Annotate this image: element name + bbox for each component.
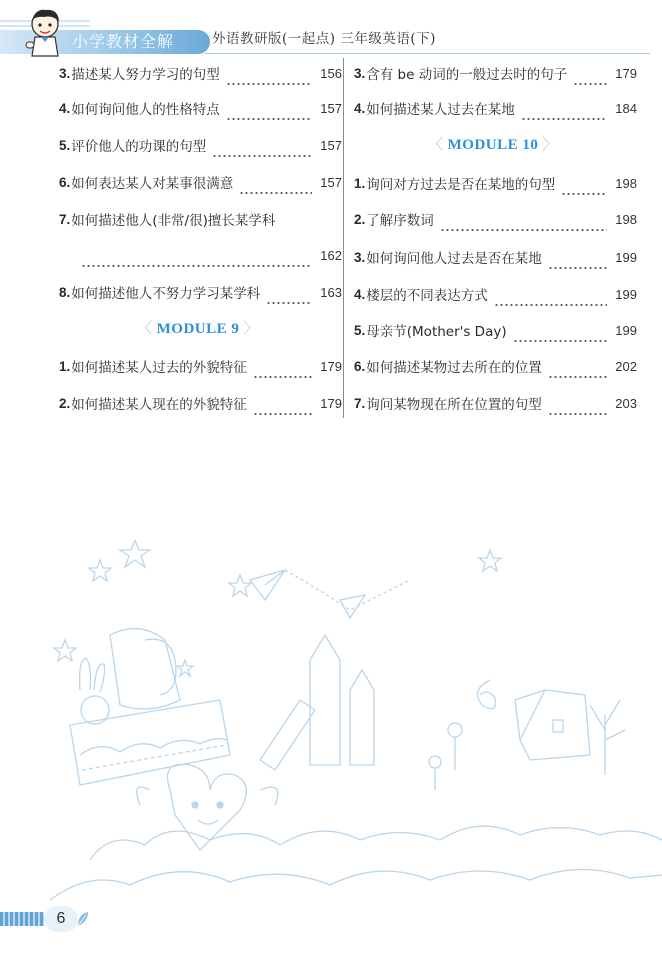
entry-page: 198 <box>615 211 637 227</box>
entry-page: 163 <box>320 284 342 300</box>
boy-mascot-icon <box>22 6 68 58</box>
entry-number: 3. <box>59 65 71 81</box>
star-icon <box>229 575 251 596</box>
entry-number: 6. <box>354 358 366 374</box>
cloud-ground <box>90 826 662 860</box>
module-heading <box>53 317 343 341</box>
entry-number: 4. <box>354 286 366 302</box>
flower-icon <box>429 756 441 768</box>
entry-title: 询问对方过去是否在某地的句型 <box>366 177 556 193</box>
paper-plane-icon <box>340 595 365 618</box>
footer-bar <box>0 912 44 926</box>
module-heading <box>348 133 638 157</box>
dot-leader <box>266 280 312 304</box>
entry-number: 2. <box>59 395 71 411</box>
module-title: MODULE 9 <box>156 321 240 337</box>
entry-page: 157 <box>320 174 342 190</box>
letter-blocks <box>110 629 180 709</box>
house-icon <box>520 690 590 760</box>
entry-page: 198 <box>615 175 637 191</box>
page-header <box>0 0 662 60</box>
header-rule <box>205 53 650 54</box>
dot-leader <box>548 245 607 269</box>
dot-leader <box>253 391 312 415</box>
entry-title: 如何描述某人过去的外貌特征 <box>71 360 247 376</box>
entry-number: 3. <box>354 249 366 265</box>
entry-title: 询问某物现在所在位置的句型 <box>366 397 542 413</box>
entry-title: 如何表达某人对某事很满意 <box>71 176 234 192</box>
module-close-mark: 〉 <box>542 137 558 153</box>
dot-leader <box>548 354 607 378</box>
dot-leader <box>513 318 607 342</box>
entry-title: 如何询问他人过去是否在某地 <box>366 251 542 267</box>
dot-leader <box>440 207 607 231</box>
dot-leader <box>226 61 312 85</box>
dot-leader <box>548 391 607 415</box>
entry-title: 评价他人的功课的句型 <box>71 139 207 155</box>
star-icon <box>89 560 111 581</box>
entry-title: 如何描述某人过去在某地 <box>366 102 515 118</box>
dot-leader <box>253 354 312 378</box>
entry-number: 5. <box>59 137 71 153</box>
entry-page: 203 <box>615 395 637 411</box>
flower-icon <box>448 723 462 737</box>
entry-page: 179 <box>320 358 342 374</box>
module-title: MODULE 10 <box>447 137 539 153</box>
star-icon <box>54 640 76 661</box>
entry-number: 5. <box>354 322 366 338</box>
brand-title: 小学教材全解 <box>72 32 175 51</box>
decorative-illustration <box>50 540 662 920</box>
entry-page: 199 <box>615 322 637 338</box>
column-divider <box>343 58 344 418</box>
pencil-icon <box>350 670 374 765</box>
entry-page: 156 <box>320 65 342 81</box>
dot-leader <box>239 170 312 194</box>
dot-leader <box>573 61 607 85</box>
dot-leader <box>494 282 607 306</box>
module-open-mark: 〈 <box>428 137 444 153</box>
pencil-icon <box>310 635 340 765</box>
entry-number: 2. <box>354 211 366 227</box>
entry-page: 162 <box>320 247 342 263</box>
star-icon <box>120 540 150 567</box>
entry-title: 描述某人努力学习的句型 <box>71 67 220 83</box>
toc-entry[interactable] <box>354 318 637 342</box>
entry-title: 如何描述他人(非常/很)擅长某学科 <box>71 213 276 229</box>
entry-title: 如何描述他人不努力学习某学科 <box>71 286 261 302</box>
entry-number: 1. <box>59 358 71 374</box>
entry-page: 179 <box>615 65 637 81</box>
star-icon <box>479 550 501 571</box>
page-number: 6 <box>44 906 78 932</box>
dot-leader <box>561 171 607 195</box>
entry-page: 157 <box>320 100 342 116</box>
entry-title: 了解序数词 <box>366 213 434 229</box>
entry-number: 7. <box>59 211 71 227</box>
toc-entry[interactable] <box>354 61 637 85</box>
leaf-icon <box>76 910 90 928</box>
heart-icon <box>168 764 247 850</box>
paper-plane-icon <box>250 570 285 600</box>
bunny-icon <box>80 658 105 692</box>
module-close-mark: 〉 <box>243 321 259 337</box>
entry-number: 4. <box>59 100 71 116</box>
entry-title: 含有 be 动词的一般过去时的句子 <box>366 67 568 83</box>
entry-title: 楼层的不同表达方式 <box>366 288 488 304</box>
toy-box <box>70 700 230 785</box>
toc-entry[interactable] <box>354 391 637 415</box>
entry-page: 199 <box>615 286 637 302</box>
toc-entry[interactable] <box>59 280 342 304</box>
toc-entry[interactable] <box>59 170 342 194</box>
entry-title: 母亲节(Mother's Day) <box>366 324 507 340</box>
star-icon <box>177 660 193 676</box>
entry-page: 184 <box>615 100 637 116</box>
entry-title: 如何询问他人的性格特点 <box>71 102 220 118</box>
entry-title: 如何描述某人现在的外貌特征 <box>71 397 247 413</box>
book-title: 外语教研版(一起点) 三年级英语(下) <box>212 31 436 47</box>
toc-entry[interactable] <box>354 282 637 306</box>
toc-entry[interactable] <box>354 354 637 378</box>
toc-entry[interactable] <box>354 245 637 269</box>
entry-number: 1. <box>354 175 366 191</box>
entry-number: 7. <box>354 395 366 411</box>
entry-page: 199 <box>615 249 637 265</box>
entry-page: 202 <box>615 358 637 374</box>
entry-number: 3. <box>354 65 366 81</box>
entry-page: 157 <box>320 137 342 153</box>
dot-leader <box>226 96 312 120</box>
dot-leader <box>81 243 312 267</box>
toc-entry[interactable] <box>59 133 342 157</box>
toc-entry[interactable] <box>59 354 342 378</box>
entry-number: 4. <box>354 100 366 116</box>
toc-entry[interactable] <box>354 96 637 120</box>
toc-entry[interactable] <box>59 96 342 120</box>
entry-page: 179 <box>320 395 342 411</box>
entry-number: 8. <box>59 284 71 300</box>
entry-title: 如何描述某物过去所在的位置 <box>366 360 542 376</box>
tree-icon <box>590 700 625 775</box>
dot-leader <box>212 133 312 157</box>
ruler-icon <box>260 700 315 770</box>
toc-entry[interactable] <box>354 207 637 231</box>
entry-number: 6. <box>59 174 71 190</box>
toc-entry[interactable] <box>59 61 342 85</box>
module-open-mark: 〈 <box>137 321 153 337</box>
toc-entry[interactable] <box>59 391 342 415</box>
toc-entry[interactable] <box>354 171 637 195</box>
toc-entry-continuation[interactable] <box>59 243 342 267</box>
toc-entry[interactable] <box>59 207 342 231</box>
dot-leader <box>521 96 607 120</box>
